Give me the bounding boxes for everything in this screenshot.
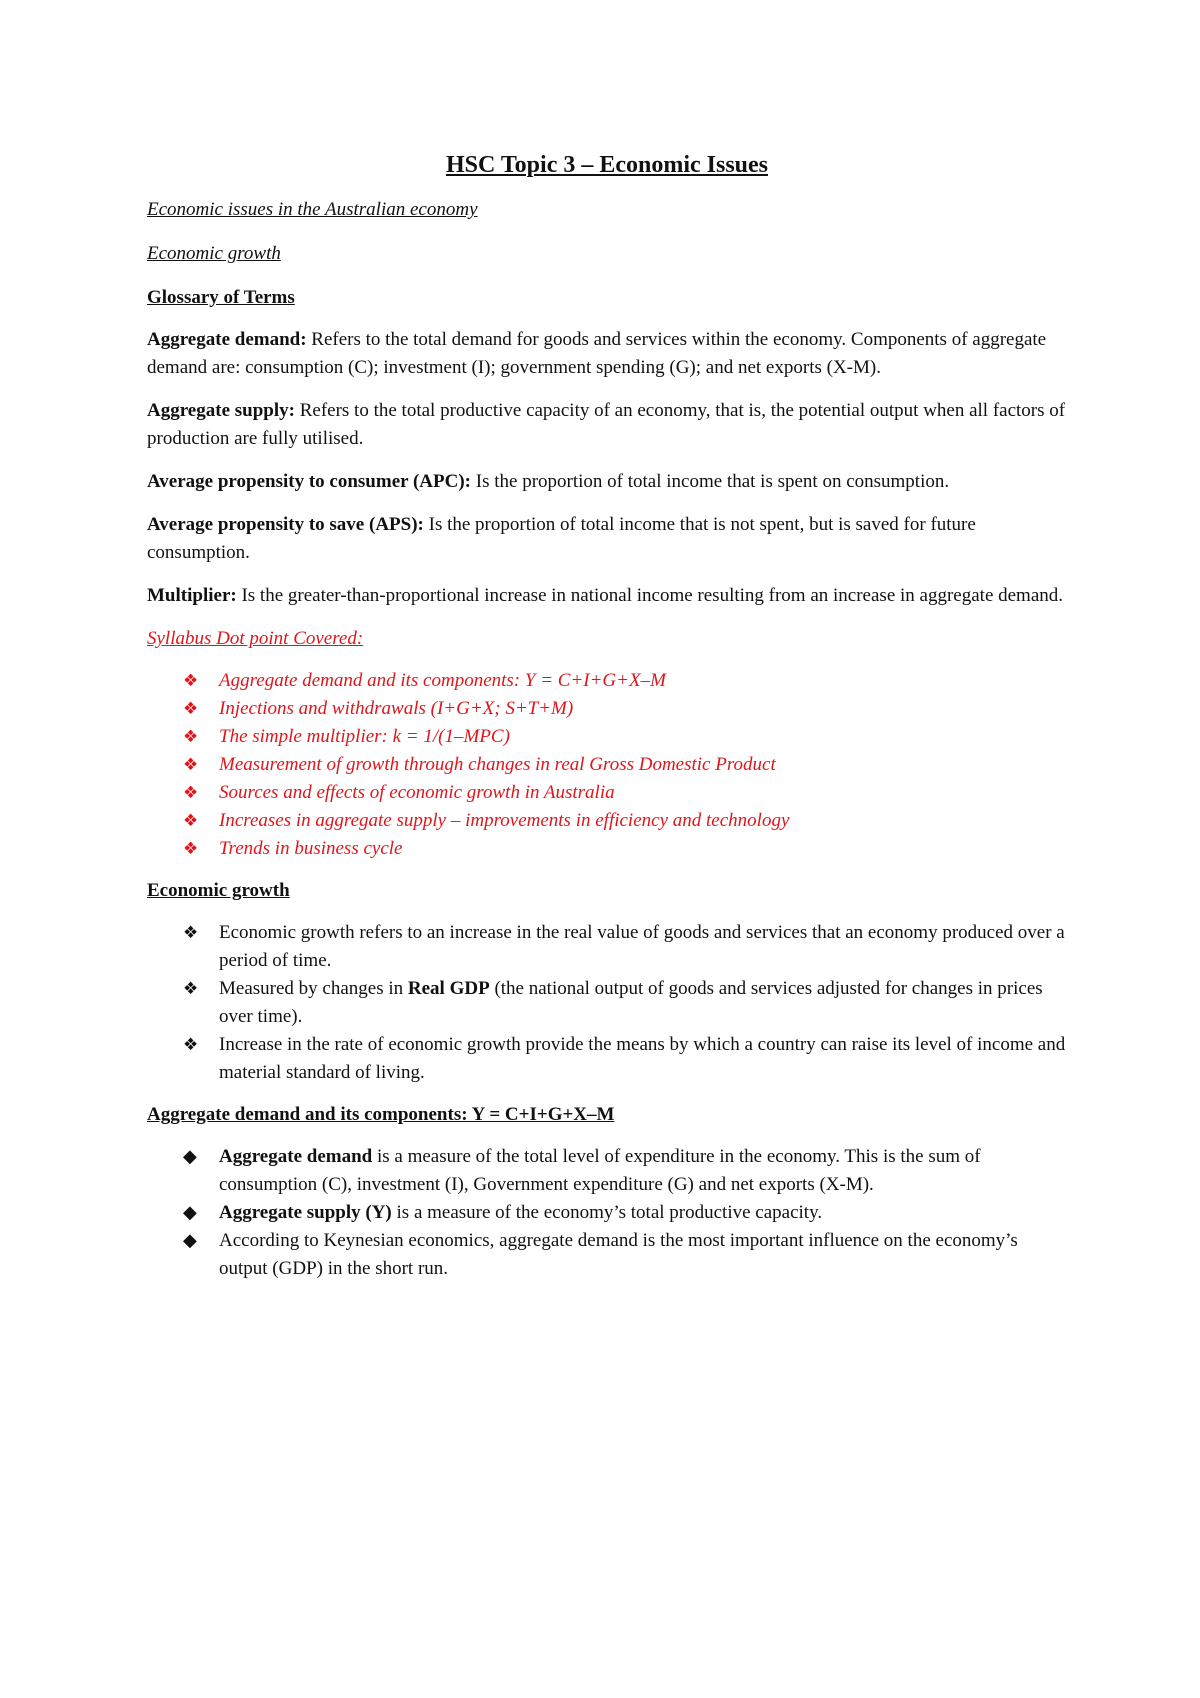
syllabus-item-text: Injections and withdrawals (I+G+X; S+T+M) (219, 698, 574, 719)
glossary-term: Average propensity to save (APS): (147, 514, 424, 535)
glossary-term: Average propensity to consumer (APC): (147, 471, 472, 492)
glossary-entry (147, 397, 1067, 453)
glossary-entry (147, 582, 1067, 610)
four-petal-star-icon: ❖ (183, 839, 199, 859)
glossary-term: Aggregate demand: (147, 329, 307, 350)
four-petal-star-icon: ❖ (183, 979, 199, 999)
ad-item-bold: Aggregate demand (219, 1146, 373, 1167)
syllabus-list (147, 667, 1067, 863)
aggregate-demand-list (147, 1143, 1067, 1283)
glossary-definition: Is the proportion of total income that is spent on consumption. (471, 471, 950, 492)
list-item (147, 975, 1067, 1031)
glossary-term: Aggregate supply: (147, 400, 295, 421)
four-petal-star-icon: ❖ (183, 727, 199, 747)
glossary-definition: Refers to the total demand for goods and services within the economy. Components of aggregate demand are: consumption (C); investment (I); government spending (G); and net exports (X-M). (147, 329, 1047, 378)
section-heading: Economic issues in the Australian economy (147, 199, 478, 220)
sub-heading: Economic growth (147, 243, 281, 264)
growth-item-text: Measured by changes in (219, 978, 408, 999)
four-petal-star-icon: ❖ (183, 1035, 199, 1055)
ad-item-text: According to Keynesian economics, aggregate demand is the most important influence on the economy’s output (GDP) in the short run. (219, 1230, 1018, 1279)
economic-growth-heading: Economic growth (147, 880, 290, 901)
syllabus-item-text: Sources and effects of economic growth in Australia (219, 782, 615, 803)
list-item (147, 1031, 1067, 1087)
page-title: HSC Topic 3 – Economic Issues (445, 152, 769, 178)
growth-item-text: (the national output of goods and services adjusted for changes in prices over time). (219, 978, 1043, 1027)
syllabus-item-text: The simple multiplier: k = 1/(1–MPC) (219, 726, 510, 747)
glossary-entry (147, 468, 1067, 496)
syllabus-item-text: Trends in business cycle (219, 838, 403, 859)
list-item (147, 779, 1067, 807)
four-petal-star-icon: ❖ (183, 811, 199, 831)
list-item (147, 807, 1067, 835)
four-petal-star-icon: ❖ (183, 755, 199, 775)
four-petal-star-icon: ❖ (183, 699, 199, 719)
list-item (147, 751, 1067, 779)
ad-item-bold: Aggregate supply (Y) (219, 1202, 392, 1223)
diamond-icon: ◆ (183, 1146, 197, 1167)
glossary-entry (147, 326, 1067, 382)
glossary-heading: Glossary of Terms (147, 287, 295, 308)
economic-growth-list (147, 919, 1067, 1087)
list-item (147, 695, 1067, 723)
ad-item-text: is a measure of the economy’s total productive capacity. (391, 1202, 823, 1223)
list-item (147, 1199, 1067, 1227)
list-item (147, 1143, 1067, 1199)
diamond-icon: ◆ (183, 1202, 197, 1223)
growth-item-text: Increase in the rate of economic growth provide the means by which a country can raise its level of income and material standard of living. (219, 1034, 1066, 1083)
glossary-definition: Is the proportion of total income that is not spent, but is saved for future consumption. (147, 514, 976, 563)
syllabus-heading: Syllabus Dot point Covered: (147, 628, 364, 649)
syllabus-item-text: Aggregate demand and its components: Y = C+I+G+X–M (219, 670, 666, 691)
list-item (147, 1227, 1067, 1283)
glossary-definition: Is the greater-than-proportional increase in national income resulting from an increase in aggregate demand. (236, 585, 1064, 606)
four-petal-star-icon: ❖ (183, 783, 199, 803)
four-petal-star-icon: ❖ (183, 671, 199, 691)
list-item (147, 919, 1067, 975)
list-item (147, 667, 1067, 695)
growth-item-text: Economic growth refers to an increase in the real value of goods and services that an economy produced over a period of time. (219, 922, 1065, 971)
syllabus-item-text: Increases in aggregate supply – improvements in efficiency and technology (219, 810, 790, 831)
glossary-entry (147, 511, 1067, 567)
ad-item-text: is a measure of the total level of expenditure in the economy. This is the sum of consumption (C), investment (I), Government expenditure (G) and net exports (X-M). (219, 1146, 981, 1195)
aggregate-demand-heading: Aggregate demand and its components: Y = C+I+G+X–M (147, 1104, 615, 1125)
list-item (147, 835, 1067, 863)
list-item (147, 723, 1067, 751)
syllabus-item-text: Measurement of growth through changes in real Gross Domestic Product (219, 754, 776, 775)
glossary-term: Multiplier: (147, 585, 237, 606)
growth-item-bold: Real GDP (407, 978, 490, 999)
four-petal-star-icon: ❖ (183, 923, 199, 943)
glossary (147, 326, 1067, 610)
diamond-icon: ◆ (183, 1230, 197, 1251)
document-page (147, 150, 1067, 1297)
glossary-definition: Refers to the total productive capacity of an economy, that is, the potential output when all factors of production are fully utilised. (147, 400, 1066, 449)
